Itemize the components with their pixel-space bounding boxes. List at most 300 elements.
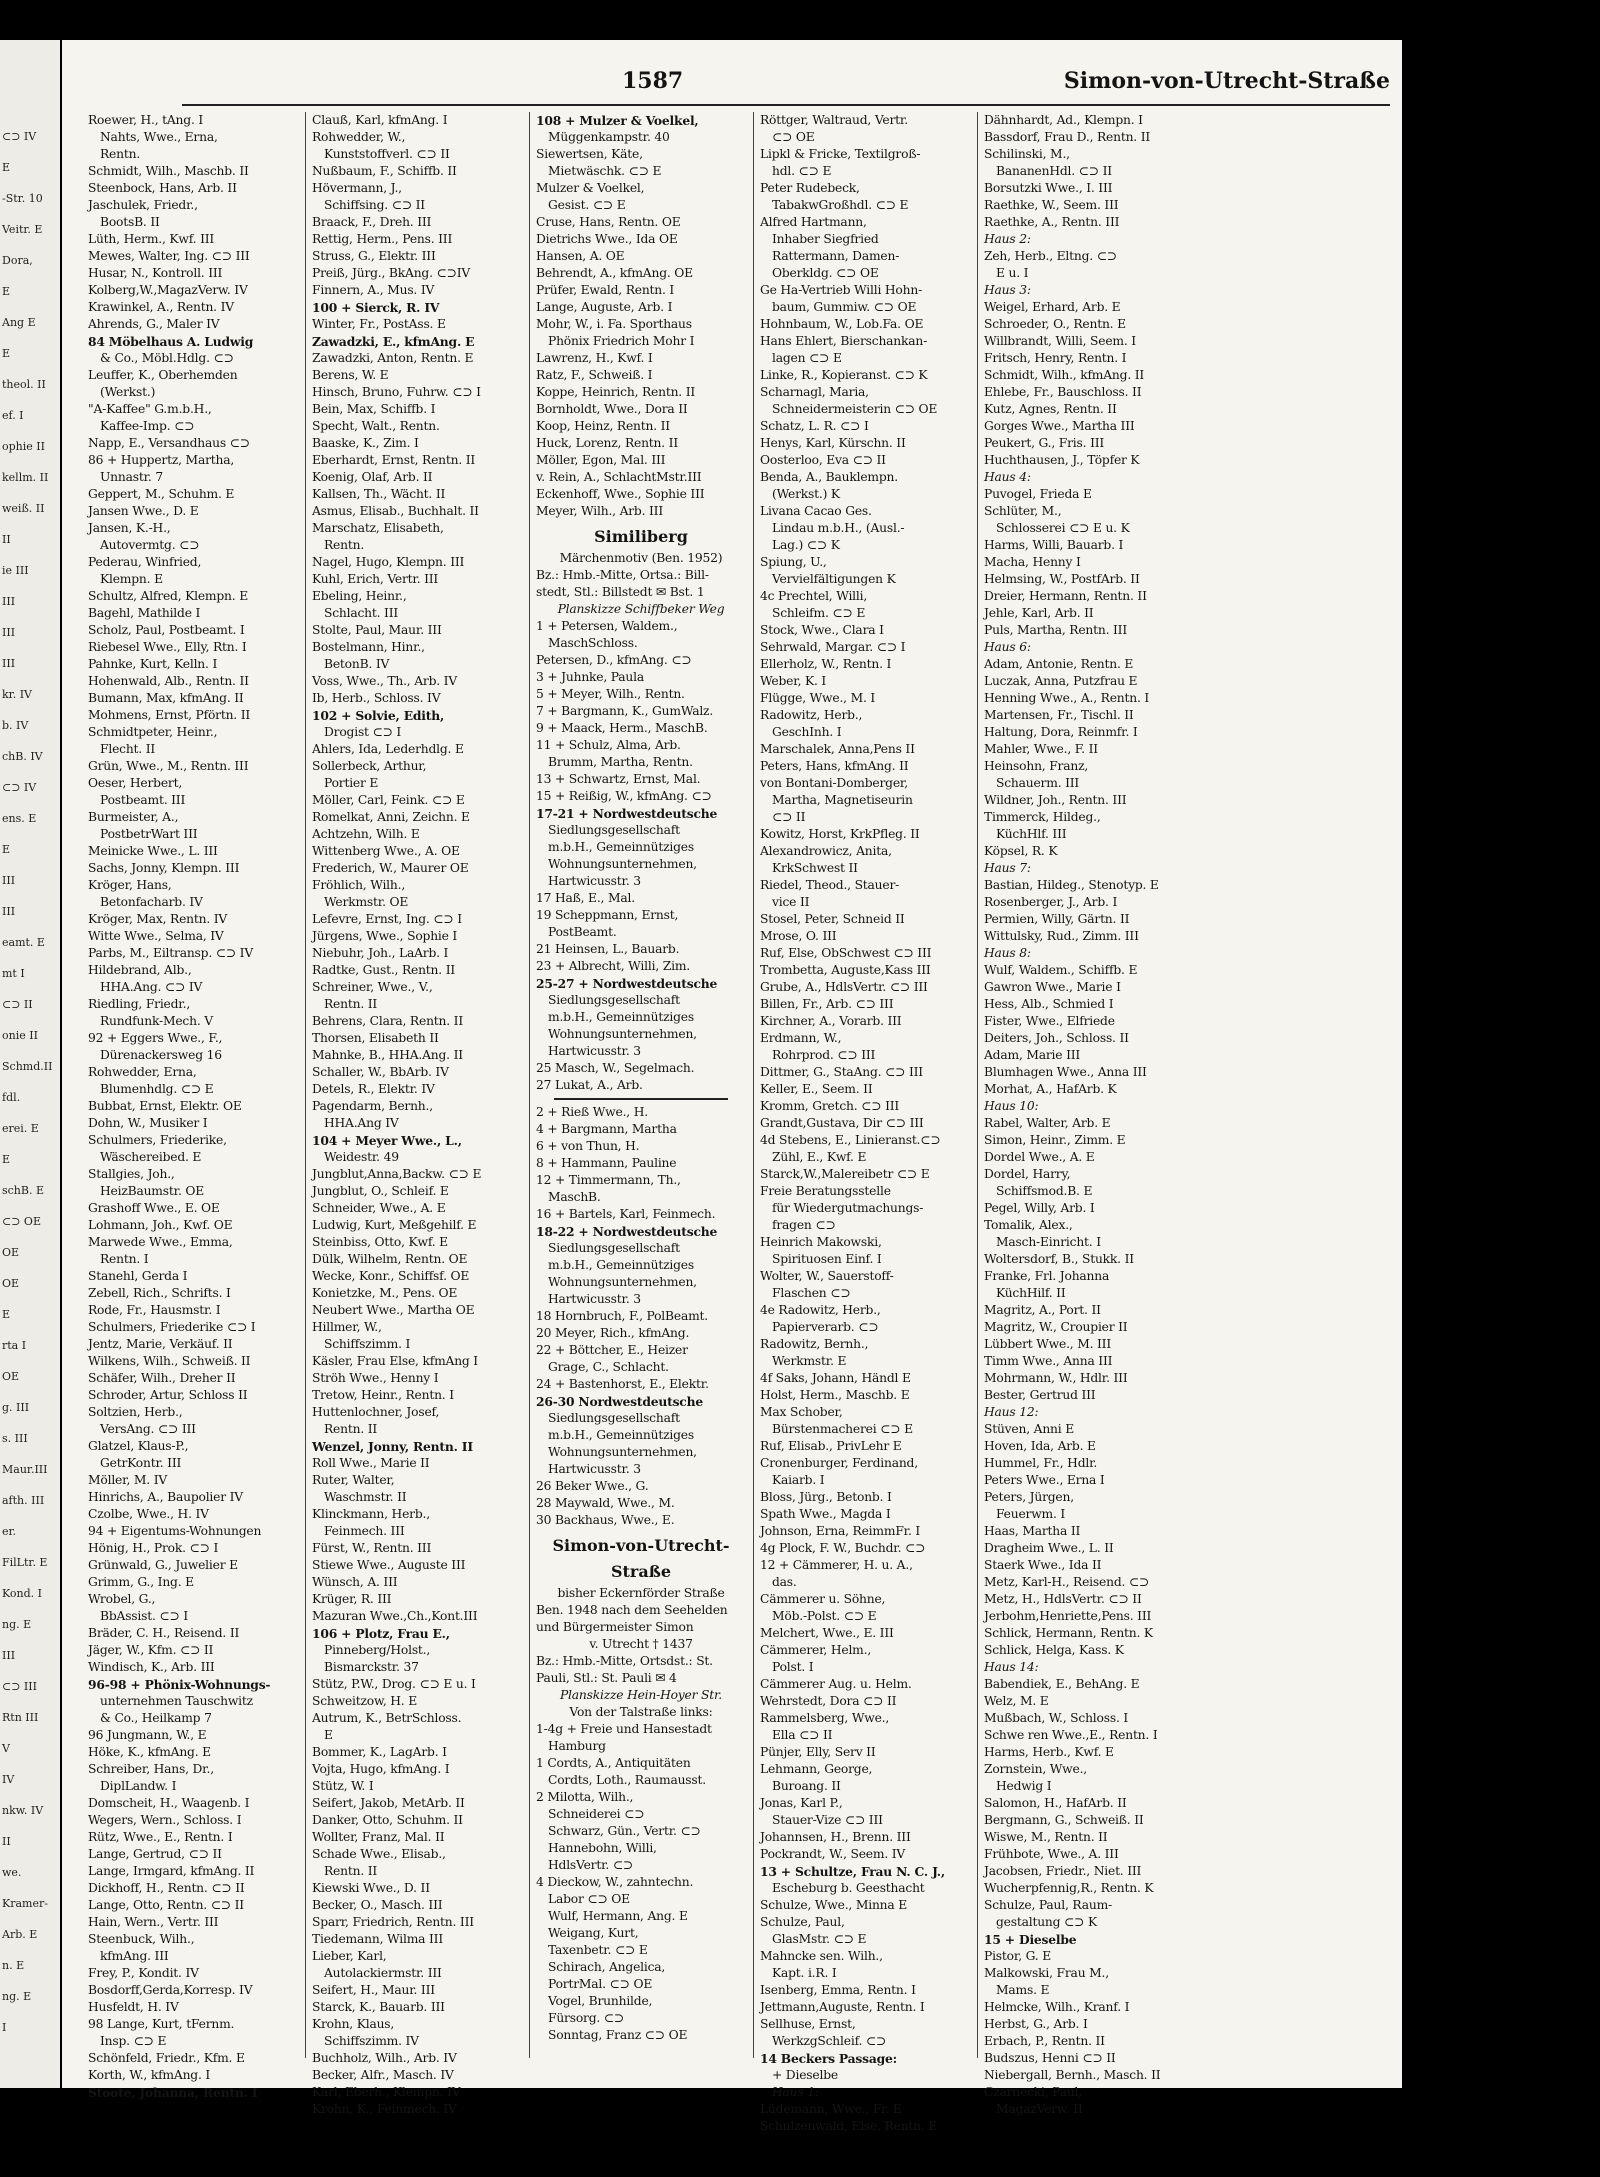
directory-entry: v. Utrecht † 1437	[589, 1637, 693, 1651]
directory-entry: Erbach, P., Rentn. II	[984, 2034, 1105, 2048]
directory-entry: Ströh Wwe., Henny I	[312, 1371, 439, 1385]
directory-entry: 4 Dieckow, W., zahntechn.	[536, 1875, 694, 1889]
directory-entry-continuation: BootsB. II	[100, 215, 160, 229]
directory-entry: Schlüter, M.,	[984, 504, 1062, 518]
directory-entry-continuation: Feinmech. III	[324, 1524, 405, 1538]
column-4	[760, 112, 970, 2133]
directory-entry: Nußbaum, F., Schiffb. II	[312, 164, 457, 178]
directory-entry: 100 + Sierck, R. IV	[312, 300, 440, 315]
previous-page-fragment: III	[2, 874, 16, 887]
directory-entry-continuation: Schlosserei ⊂⊃ E u. K	[996, 521, 1130, 535]
previous-page-fragment: II	[2, 533, 11, 546]
directory-entry: Bosdorff,Gerda,Korresp. IV	[88, 1983, 253, 1997]
directory-entry: Erdmann, W.,	[760, 1031, 842, 1045]
directory-entry: 26 Beker Wwe., G.	[536, 1479, 649, 1493]
directory-entry-continuation: Kunststoffverl. ⊂⊃ II	[324, 147, 450, 161]
previous-page-fragment: OE	[2, 1246, 20, 1259]
directory-entry: Heinrich Makowski,	[760, 1235, 882, 1249]
directory-entry-continuation: Wulf, Hermann, Ang. E	[548, 1909, 688, 1923]
directory-entry-continuation: Schiffszimm. IV	[324, 2034, 419, 2048]
directory-entry-continuation: Kaiarb. I	[772, 1473, 825, 1487]
directory-entry: Grimm, G., Ing. E	[88, 1575, 194, 1589]
directory-entry-continuation: Taxenbetr. ⊂⊃ E	[548, 1943, 648, 1957]
directory-entry-continuation: Hartwicusstr. 3	[548, 1462, 641, 1476]
directory-entry-continuation: Schiffsing. ⊂⊃ II	[324, 198, 425, 212]
directory-entry: Metz, H., HdlsVertr. ⊂⊃ II	[984, 1592, 1142, 1606]
directory-entry: Franke, Frl. Johanna	[984, 1269, 1110, 1283]
directory-entry: 24 + Bastenhorst, E., Elektr.	[536, 1377, 709, 1391]
directory-entry: Jentz, Marie, Verkäuf. II	[88, 1337, 233, 1351]
directory-entry: Czarnecki, Paul,	[984, 2085, 1082, 2099]
directory-entry: Bassdorf, Frau D., Rentn. II	[984, 130, 1151, 144]
previous-page-fragment: -Str. 10	[2, 192, 43, 205]
directory-entry: Blumhagen Wwe., Anna III	[984, 1065, 1147, 1079]
directory-entry: Starck, K., Bauarb. III	[312, 2000, 445, 2014]
previous-page-fragment: III	[2, 1649, 16, 1662]
directory-entry: Mahnke, B., HHA.Ang. II	[312, 1048, 463, 1062]
directory-entry: "A-Kaffee" G.m.b.H.,	[88, 402, 212, 416]
previous-page-fragment: II	[2, 1835, 11, 1848]
directory-entry: Von der Talstraße links:	[569, 1705, 713, 1719]
column-divider	[753, 112, 754, 2058]
previous-page-fragment: n. E	[2, 1959, 25, 1972]
directory-entry-continuation: & Co., Möbl.Hdlg. ⊂⊃	[100, 351, 234, 365]
directory-entry: Woltersdorf, B., Stukk. II	[984, 1252, 1134, 1266]
directory-entry-continuation: Blumenhdlg. ⊂⊃ E	[100, 1082, 214, 1096]
directory-entry: Salomon, H., HafArb. II	[984, 1796, 1127, 1810]
directory-entry: Krohn, K., Feinmech. IV	[312, 2102, 457, 2116]
directory-entry: Schlick, Helga, Kass. K	[984, 1643, 1124, 1657]
directory-entry-continuation: Siedlungsgesellschaft	[548, 1241, 680, 1255]
directory-entry: Alexandrowicz, Anita,	[760, 844, 892, 858]
directory-entry: Pagendarm, Bernh.,	[312, 1099, 433, 1113]
directory-entry: 3 + Juhnke, Paula	[536, 670, 645, 684]
directory-entry: Schweitzow, H. E	[312, 1694, 417, 1708]
column-divider	[529, 112, 530, 2058]
directory-entry: Jäger, W., Kfm. ⊂⊃ II	[88, 1643, 214, 1657]
directory-entry: Fröhlich, Wilh.,	[312, 878, 406, 892]
directory-entry: Permien, Willy, Gärtn. II	[984, 912, 1130, 926]
directory-entry: Eckenhoff, Wwe., Sophie III	[536, 487, 705, 501]
directory-entry: Marwede Wwe., Emma,	[88, 1235, 233, 1249]
directory-entry-continuation: Rentn. I	[100, 1252, 149, 1266]
directory-entry: Lüdemann, Wwe., Fr. E	[760, 2102, 902, 2116]
directory-entry: Leuffer, K., Oberhemden	[88, 368, 238, 382]
directory-entry: Henys, Karl, Kürschn. II	[760, 436, 906, 450]
directory-entry: Dragheim Wwe., L. II	[984, 1541, 1114, 1555]
directory-entry: Schreiber, Hans, Dr.,	[88, 1762, 214, 1776]
directory-entry-continuation: Mietwäschk. ⊂⊃ E	[548, 164, 662, 178]
directory-entry: Schönfeld, Friedr., Kfm. E	[88, 2051, 245, 2065]
directory-entry: Bommer, K., LagArb. I	[312, 1745, 447, 1759]
directory-entry: Billen, Fr., Arb. ⊂⊃ III	[760, 997, 894, 1011]
directory-entry: Lübbert Wwe., M. III	[984, 1337, 1111, 1351]
directory-entry-continuation: Lindau m.b.H., (Ausl.-	[772, 521, 905, 535]
directory-entry: Wünsch, A. III	[312, 1575, 398, 1589]
directory-entry: Möller, M. IV	[88, 1473, 168, 1487]
directory-entry: Pockrandt, W., Seem. IV	[760, 1847, 906, 1861]
directory-entry: Jehle, Karl, Arb. II	[984, 606, 1094, 620]
directory-entry-continuation: Schiffsmod.B. E	[996, 1184, 1093, 1198]
directory-entry: Schwe ren Wwe.,E., Rentn. I	[984, 1728, 1158, 1742]
previous-page-fragment: III	[2, 626, 16, 639]
directory-entry: Achtzehn, Wilh. E	[312, 827, 420, 841]
previous-page-fragment: Arb. E	[2, 1928, 38, 1941]
directory-entry: Jacobsen, Friedr., Niet. III	[984, 1864, 1142, 1878]
directory-entry: Mahler, Wwe., F. II	[984, 742, 1098, 756]
directory-entry: Napp, E., Versandhaus ⊂⊃	[88, 436, 250, 450]
directory-entry: Dietrichs Wwe., Ida OE	[536, 232, 678, 246]
directory-entry: Haas, Martha II	[984, 1524, 1081, 1538]
directory-entry: Haus 6:	[984, 640, 1031, 654]
directory-entry: Jürgens, Wwe., Sophie I	[312, 929, 458, 943]
previous-page-fragment: E	[2, 843, 11, 856]
directory-entry-continuation: Weigang, Kurt,	[548, 1926, 639, 1940]
directory-entry: Thorsen, Elisabeth II	[312, 1031, 439, 1045]
directory-entry: Kolberg,W.,MagazVerw. IV	[88, 283, 248, 297]
directory-entry-continuation: ⊂⊃ II	[772, 810, 806, 824]
directory-entry: 4c Prechtel, Willi,	[760, 589, 868, 603]
previous-page-fragment: rta I	[2, 1339, 27, 1352]
previous-page-fragment: III	[2, 657, 16, 670]
previous-page-fragment: afth. III	[2, 1494, 45, 1507]
directory-entry-continuation: Papierverarb. ⊂⊃	[772, 1320, 879, 1334]
directory-entry: Sehrwald, Margar. ⊂⊃ I	[760, 640, 906, 654]
directory-entry: Tretow, Heinr., Rentn. I	[312, 1388, 454, 1402]
directory-entry: Sollerbeck, Arthur,	[312, 759, 427, 773]
directory-entry: Clauß, Karl, kfmAng. I	[312, 113, 448, 127]
previous-page-fragment: ⊂⊃ OE	[2, 1215, 41, 1228]
directory-entry-continuation: Rohrprod. ⊂⊃ III	[772, 1048, 876, 1062]
directory-entry: Ib, Herb., Schloss. IV	[312, 691, 441, 705]
previous-page-fragment: s. III	[2, 1432, 28, 1445]
directory-entry: Schmidt, Wilh., Maschb. II	[88, 164, 249, 178]
directory-entry-continuation: kfmAng. III	[100, 1949, 169, 1963]
directory-entry: Mahncke sen. Wilh.,	[760, 1949, 883, 1963]
directory-entry: Fister, Wwe., Elfriede	[984, 1014, 1115, 1028]
directory-entry: Kowitz, Horst, KrkPfleg. II	[760, 827, 920, 841]
directory-entry-continuation: Werkmstr. E	[772, 1354, 847, 1368]
directory-entry: Windisch, K., Arb. III	[88, 1660, 215, 1674]
directory-entry: 14 Beckers Passage:	[760, 2051, 897, 2066]
directory-entry-continuation: Rentn.	[100, 147, 141, 161]
directory-entry-continuation: Hartwicusstr. 3	[548, 1292, 641, 1306]
directory-entry: Wehrstedt, Dora ⊂⊃ II	[760, 1694, 897, 1708]
directory-entry: Wulf, Waldem., Schiffb. E	[984, 963, 1138, 977]
directory-entry: 21 Heinsen, L., Bauarb.	[536, 942, 680, 956]
directory-entry: 22 + Böttcher, E., Heizer	[536, 1343, 688, 1357]
directory-entry: Pünjer, Elly, Serv II	[760, 1745, 876, 1759]
directory-entry-continuation: E	[324, 1728, 333, 1742]
directory-entry: Deiters, Joh., Schloss. II	[984, 1031, 1129, 1045]
directory-entry: Bornholdt, Wwe., Dora II	[536, 402, 688, 416]
column-3	[536, 112, 746, 2062]
directory-entry-continuation: Wohnungsunternehmen,	[548, 1275, 697, 1289]
directory-entry: Spiung, U.,	[760, 555, 827, 569]
directory-entry-continuation: (Werkst.)	[100, 385, 156, 399]
directory-entry-continuation: VersAng. ⊂⊃ III	[100, 1422, 196, 1436]
directory-entry: Dordel Wwe., A. E	[984, 1150, 1095, 1164]
directory-entry: Haus 8:	[984, 946, 1031, 960]
directory-entry-continuation: WerkzgSchleif. ⊂⊃	[772, 2034, 887, 2048]
directory-entry: Cämmerer, Helm.,	[760, 1643, 872, 1657]
directory-entry: Weigel, Erhard, Arb. E	[984, 300, 1121, 314]
directory-entry: Borsutzki Wwe., I. III	[984, 181, 1113, 195]
directory-entry: Wucherpfennig,R., Rentn. K	[984, 1881, 1154, 1895]
directory-entry: Schulze, Wwe., Minna E	[760, 1898, 908, 1912]
directory-entry-continuation: Labor ⊂⊃ OE	[548, 1892, 630, 1906]
directory-entry-continuation: Kaffee-Imp. ⊂⊃	[100, 419, 195, 433]
directory-entry: Behrendt, A., kfmAng. OE	[536, 266, 693, 280]
directory-entry-continuation: Rentn. II	[324, 997, 378, 1011]
directory-entry: Lange, Irmgard, kfmAng. II	[88, 1864, 255, 1878]
directory-entry: 13 + Schultze, Frau N. C. J.,	[760, 1864, 945, 1879]
directory-entry: Schmidt, Wilh., kfmAng. II	[984, 368, 1145, 382]
directory-entry-continuation: Bismarckstr. 37	[324, 1660, 419, 1674]
previous-page-fragment: Schmd.II	[2, 1060, 53, 1073]
directory-entry: Haus 14:	[984, 1660, 1039, 1674]
directory-entry: Preiß, Jürg., BkAng. ⊂⊃IV	[312, 266, 471, 280]
directory-entry: Pistor, G. E	[984, 1949, 1051, 1963]
directory-entry: 102 + Solvie, Edith,	[312, 708, 445, 723]
directory-entry: Winter, Fr., PostAss. E	[312, 317, 446, 331]
directory-entry: Puvogel, Frieda E	[984, 487, 1092, 501]
directory-entry-continuation: Masch-Einricht. I	[996, 1235, 1101, 1249]
directory-entry: Roewer, H., tAng. I	[88, 113, 204, 127]
previous-page-fragment: OE	[2, 1370, 20, 1383]
directory-entry: Willbrandt, Willi, Seem. I	[984, 334, 1136, 348]
directory-entry: Bloss, Jürg., Betonb. I	[760, 1490, 892, 1504]
previous-page-fragment: Maur.III	[2, 1463, 48, 1476]
directory-entry: Mrose, O. III	[760, 929, 837, 943]
directory-entry: 15 + Dieselbe	[984, 1932, 1077, 1947]
directory-entry-continuation: (Werkst.) K	[772, 487, 840, 501]
directory-entry: Schade Wwe., Elisab.,	[312, 1847, 446, 1861]
directory-entry-continuation: DiplLandw. I	[100, 1779, 177, 1793]
directory-entry: 4 + Bargmann, Martha	[536, 1122, 677, 1136]
directory-entry: Adam, Antonie, Rentn. E	[984, 657, 1134, 671]
directory-entry: Neubert Wwe., Martha OE	[312, 1303, 475, 1317]
directory-entry-continuation: Kapt. i.R. I	[772, 1966, 837, 1980]
directory-entry: Wrobel, G.,	[88, 1592, 156, 1606]
directory-entry: Mazuran Wwe.,Ch.,Kont.III	[312, 1609, 478, 1623]
directory-entry: Grünwald, G., Juwelier E	[88, 1558, 238, 1572]
directory-entry: Dittmer, G., StaAng. ⊂⊃ III	[760, 1065, 923, 1079]
directory-entry: Cämmerer Aug. u. Helm.	[760, 1677, 912, 1691]
directory-entry-continuation: Rentn. II	[324, 1864, 378, 1878]
directory-entry: Gawron Wwe., Marie I	[984, 980, 1121, 994]
directory-entry: Peters Wwe., Erna I	[984, 1473, 1105, 1487]
directory-entry: Rode, Fr., Hausmstr. I	[88, 1303, 221, 1317]
directory-entry-continuation: BananenHdl. ⊂⊃ II	[996, 164, 1112, 178]
directory-entry-continuation: GeschInh. I	[772, 725, 842, 739]
directory-entry: Haus 4:	[984, 470, 1031, 484]
previous-page-fragment: Veitr. E	[2, 223, 43, 236]
directory-entry-continuation: Polst. I	[772, 1660, 814, 1674]
directory-entry: 7 + Bargmann, K., GumWalz.	[536, 704, 714, 718]
directory-entry-continuation: Rentn. II	[324, 1422, 378, 1436]
directory-entry-continuation: Siedlungsgesellschaft	[548, 823, 680, 837]
directory-entry-continuation: BbAssist. ⊂⊃ I	[100, 1609, 188, 1623]
directory-entry: Livana Cacao Ges.	[760, 504, 872, 518]
directory-entry: Lawrenz, H., Kwf. I	[536, 351, 653, 365]
directory-entry: Johnson, Erna, ReimmFr. I	[760, 1524, 921, 1538]
previous-page-fragment: erei. E	[2, 1122, 39, 1135]
previous-page-fragment: I	[2, 2021, 7, 2034]
previous-page-fragment: onie II	[2, 1029, 38, 1042]
directory-entry-continuation: Grage, C., Schlacht.	[548, 1360, 669, 1374]
directory-entry: Schatz, L. R. ⊂⊃ I	[760, 419, 869, 433]
directory-entry: Haus 7:	[984, 861, 1031, 875]
directory-entry-continuation: Klempn. E	[100, 572, 163, 586]
directory-entry: Magritz, A., Port. II	[984, 1303, 1101, 1317]
previous-page-fragment: III	[2, 905, 16, 918]
directory-entry: 2 Milotta, Wilh.,	[536, 1790, 634, 1804]
directory-entry: Hummel, Fr., Hdlr.	[984, 1456, 1098, 1470]
directory-entry: Lange, Auguste, Arb. I	[536, 300, 673, 314]
directory-entry: Schulmers, Friederike ⊂⊃ I	[88, 1320, 256, 1334]
directory-entry: Fürst, W., Rentn. III	[312, 1541, 432, 1555]
directory-entry-continuation: Gesist. ⊂⊃ E	[548, 198, 626, 212]
directory-entry: Rohwedder, W.,	[312, 130, 406, 144]
directory-entry: Starck,W.,Malereibetr ⊂⊃ E	[760, 1167, 930, 1181]
directory-entry: Peters, Jürgen,	[984, 1490, 1074, 1504]
directory-entry: Czolbe, Wwe., H. IV	[88, 1507, 209, 1521]
directory-entry: Seifert, H., Maur. III	[312, 1983, 435, 1997]
directory-entry: Wittulsky, Rud., Zimm. III	[984, 929, 1139, 943]
directory-entry-continuation: Nahts, Wwe., Erna,	[100, 130, 218, 144]
directory-entry-continuation: Bürstenmacherei ⊂⊃ E	[772, 1422, 913, 1436]
previous-page-fragment: E	[2, 347, 11, 360]
directory-entry-continuation: Hartwicusstr. 3	[548, 874, 641, 888]
directory-entry: Niebergall, Bernh., Masch. II	[984, 2068, 1161, 2082]
directory-entry: 92 + Eggers Wwe., F.,	[88, 1031, 223, 1045]
directory-entry: Oeser, Herbert,	[88, 776, 183, 790]
directory-entry: Märchenmotiv (Ben. 1952)	[559, 551, 723, 565]
previous-page-edge	[0, 40, 60, 2088]
directory-entry: Berens, W. E	[312, 368, 389, 382]
directory-entry: Hain, Wern., Vertr. III	[88, 1915, 219, 1929]
directory-entry: Harms, Willi, Bauarb. I	[984, 538, 1124, 552]
previous-page-fragment: g. III	[2, 1401, 30, 1414]
directory-entry: Mohmens, Ernst, Pförtn. II	[88, 708, 251, 722]
directory-entry-continuation: Fürsorg. ⊂⊃	[548, 2011, 625, 2025]
directory-entry: Planskizze Schiffbeker Weg	[557, 602, 725, 616]
directory-entry-continuation: baum, Gummiw. ⊂⊃ OE	[772, 300, 917, 314]
column-1	[88, 112, 298, 2100]
directory-entry-continuation: Wäschereibed. E	[100, 1150, 202, 1164]
directory-entry: Steinbiss, Otto, Kwf. E	[312, 1235, 448, 1249]
directory-entry: Asmus, Elisab., Buchhalt. II	[312, 504, 479, 518]
previous-page-fragment: mt I	[2, 967, 25, 980]
directory-entry: Rettig, Herm., Pens. III	[312, 232, 453, 246]
directory-entry: Romelkat, Anni, Zeichn. E	[312, 810, 470, 824]
directory-entry: Scholz, Paul, Postbeamt. I	[88, 623, 245, 637]
directory-entry: Schreiner, Wwe., V.,	[312, 980, 433, 994]
directory-entry: Grashoff Wwe., E. OE	[88, 1201, 220, 1215]
directory-entry-continuation: Brumm, Martha, Rentn.	[548, 755, 693, 769]
directory-entry: Dreier, Hermann, Rentn. II	[984, 589, 1147, 603]
directory-entry: Melchert, Wwe., E. III	[760, 1626, 894, 1640]
directory-entry-continuation: Feuerwm. I	[996, 1507, 1066, 1521]
directory-entry: Gorges Wwe., Martha III	[984, 419, 1135, 433]
directory-entry-continuation: Ella ⊂⊃ II	[772, 1728, 833, 1742]
directory-entry: Husfeldt, H. IV	[88, 2000, 179, 2014]
directory-entry: Krawinkel, A., Rentn. IV	[88, 300, 234, 314]
directory-entry-continuation: MaschSchloss.	[548, 636, 638, 650]
column-5	[984, 112, 1190, 2116]
directory-entry: 18 Hornbruch, F., PolBeamt.	[536, 1309, 708, 1323]
directory-entry: 19 Scheppmann, Ernst,	[536, 908, 679, 922]
directory-entry-continuation: MagazVerw. II	[996, 2102, 1083, 2116]
directory-entry-continuation: Flecht. II	[100, 742, 156, 756]
section-rule	[554, 1098, 728, 1100]
previous-page-fragment: OE	[2, 1277, 20, 1290]
directory-entry: Geppert, M., Schuhm. E	[88, 487, 235, 501]
directory-entry: Haltung, Dora, Reinmfr. I	[984, 725, 1138, 739]
directory-entry: Schulze, Paul,	[760, 1915, 845, 1929]
directory-entry-continuation: Mams. E	[996, 1983, 1050, 1997]
previous-page-fragment: er.	[2, 1525, 17, 1538]
directory-page	[62, 40, 1402, 2133]
directory-entry: Heinsohn, Franz,	[984, 759, 1089, 773]
directory-entry-continuation: fragen ⊂⊃	[772, 1218, 836, 1232]
directory-entry: 96 Jungmann, W., E	[88, 1728, 207, 1742]
previous-page-fragment: kellm. II	[2, 471, 49, 484]
directory-entry-continuation: Lag.) ⊂⊃ K	[772, 538, 840, 552]
directory-entry: Hansen, A. OE	[536, 249, 625, 263]
directory-entry: Radowitz, Bernh.,	[760, 1337, 869, 1351]
directory-entry: Koppe, Heinrich, Rentn. II	[536, 385, 696, 399]
directory-entry: Staerk Wwe., Ida II	[984, 1558, 1102, 1572]
directory-entry: Karl, Eberh., Klempn. IV	[312, 2085, 461, 2099]
directory-entry-continuation: gestaltung ⊂⊃ K	[996, 1915, 1097, 1929]
directory-entry: Peters, Hans, kfmAng. II	[760, 759, 909, 773]
directory-entry-continuation: Dürenackersweg 16	[100, 1048, 222, 1062]
directory-entry: Isenberg, Emma, Rentn. I	[760, 1983, 916, 1997]
directory-entry: Behrens, Clara, Rentn. II	[312, 1014, 463, 1028]
directory-entry: 9 + Maack, Herm., MaschB.	[536, 721, 708, 735]
directory-entry: Stiewe Wwe., Auguste III	[312, 1558, 466, 1572]
directory-entry: Steenbuck, Wilh.,	[88, 1932, 195, 1946]
directory-entry-continuation: KüchHlf. III	[996, 827, 1067, 841]
directory-entry: Lüth, Herm., Kwf. III	[88, 232, 215, 246]
directory-entry: Mulzer & Voelkel,	[536, 181, 645, 195]
directory-entry: Mußbach, W., Schloss. I	[984, 1711, 1129, 1725]
previous-page-fragment: Kond. I	[2, 1587, 43, 1600]
directory-entry-continuation: m.b.H., Gemeinnütziges	[548, 1010, 694, 1024]
directory-entry: Benda, A., Bauklempn.	[760, 470, 898, 484]
directory-entry: Lange, Gertrud, ⊂⊃ II	[88, 1847, 222, 1861]
directory-entry: 1 + Petersen, Waldem.,	[536, 619, 678, 633]
directory-entry: 108 + Mulzer & Voelkel,	[536, 113, 699, 128]
directory-entry: Krohn, Klaus,	[312, 2017, 395, 2031]
previous-page-fragment: ⊂⊃ IV	[2, 781, 37, 794]
directory-entry: Huchthausen, J., Töpfer K	[984, 453, 1140, 467]
directory-entry-continuation: HeizBaumstr. OE	[100, 1184, 205, 1198]
directory-entry-continuation: Schwarz, Gün., Vertr. ⊂⊃	[548, 1824, 701, 1838]
directory-entry-continuation: vice II	[772, 895, 810, 909]
directory-entry: Freie Beratungsstelle	[760, 1184, 891, 1198]
directory-entry: Schultz, Alfred, Klempn. E	[88, 589, 248, 603]
directory-entry-continuation: Möb.-Polst. ⊂⊃ E	[772, 1609, 877, 1623]
directory-entry: Soltzien, Herb.,	[88, 1405, 183, 1419]
directory-entry-continuation: Rattermann, Damen-	[772, 249, 900, 263]
directory-entry-continuation: Rentn.	[324, 538, 365, 552]
directory-entry: 94 + Eigentums-Wohnungen	[88, 1524, 262, 1538]
directory-entry: Husar, N., Kontroll. III	[88, 266, 223, 280]
directory-entry: 18-22 + Nordwestdeutsche	[536, 1224, 718, 1239]
